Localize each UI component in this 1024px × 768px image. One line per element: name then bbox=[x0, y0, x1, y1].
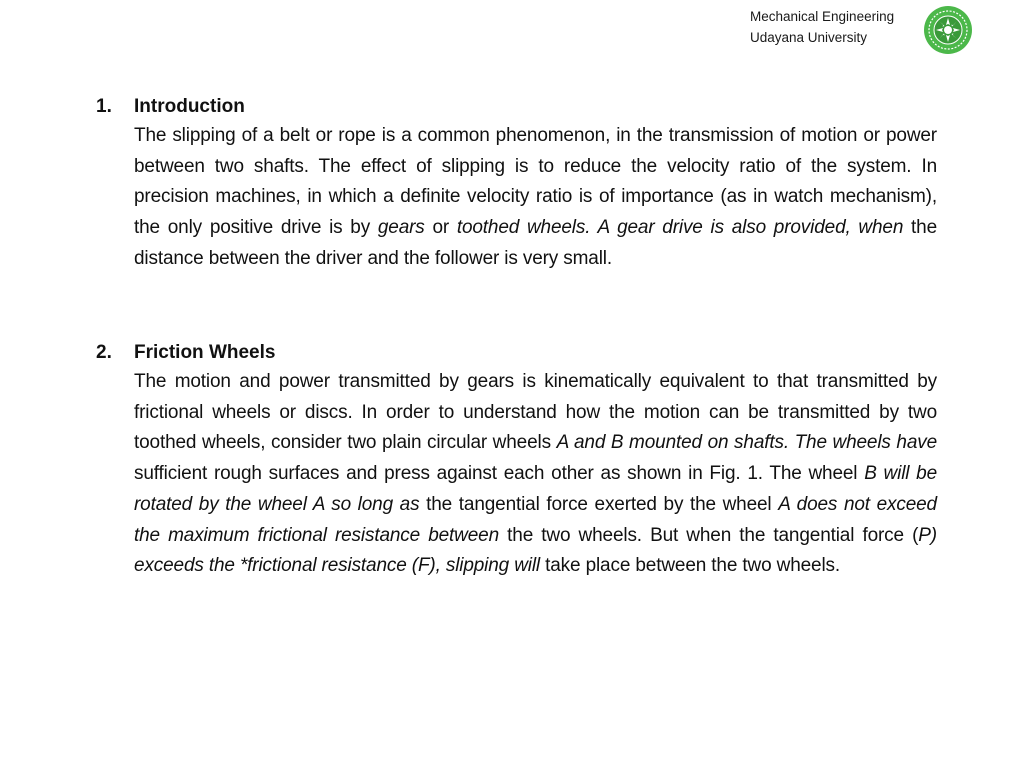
section-paragraph bbox=[134, 121, 937, 275]
section-paragraph bbox=[134, 367, 937, 582]
udayana-university-seal-icon bbox=[923, 5, 973, 55]
department-name: Mechanical Engineering bbox=[750, 9, 895, 24]
text-run-italic: P) exceeds the *frictional resistance (F), slipping will bbox=[134, 524, 937, 577]
text-run-italic: A does not exceed the maximum frictional resistance between bbox=[134, 493, 937, 546]
section-number: 1. bbox=[96, 96, 112, 117]
header bbox=[750, 6, 894, 48]
text-run-italic: B will be rotated by the wheel A so long as bbox=[134, 463, 937, 515]
university-name: Udayana University bbox=[750, 30, 868, 45]
section-number: 2. bbox=[96, 342, 112, 363]
section-title: Introduction bbox=[134, 96, 245, 117]
text-run: or bbox=[424, 217, 457, 239]
text-run-italic: A and B mounted on shafts. The wheels have bbox=[556, 432, 938, 454]
section-heading bbox=[96, 93, 937, 121]
section-friction-wheels bbox=[96, 339, 937, 582]
text-run-italic: toothed wheels. A gear drive is also provided, when bbox=[456, 217, 904, 239]
text-run: take place between the two wheels. bbox=[540, 555, 840, 577]
section-title: Friction Wheels bbox=[134, 342, 276, 363]
text-run: The motion and power transmitted by gears is kinematically equivalent to that transmitted by frictional wheels or discs. In order to understand how the motion can be transmitted by two toothed wheels, consider two plain circular wheels bbox=[134, 371, 937, 454]
section-introduction bbox=[96, 93, 937, 275]
text-run: the tangential force exerted by the wheel bbox=[419, 493, 779, 515]
section-heading bbox=[96, 339, 937, 367]
text-run: The slipping of a belt or rope is a common phenomenon, in the transmission of motion or power between two shafts. The effect of slipping is to reduce the velocity ratio of the system. In precision machines, in which a definite velocity ratio is of importance (as in watch mechanism), the only positive drive is by bbox=[134, 125, 937, 239]
text-run-italic: gears bbox=[377, 217, 425, 239]
text-run: the distance between the driver and the follower is very small. bbox=[134, 217, 937, 269]
text-run: the two wheels. But when the tangential force ( bbox=[499, 524, 919, 546]
text-run: sufficient rough surfaces and press against each other as shown in Fig. 1. The wheel bbox=[134, 463, 865, 485]
